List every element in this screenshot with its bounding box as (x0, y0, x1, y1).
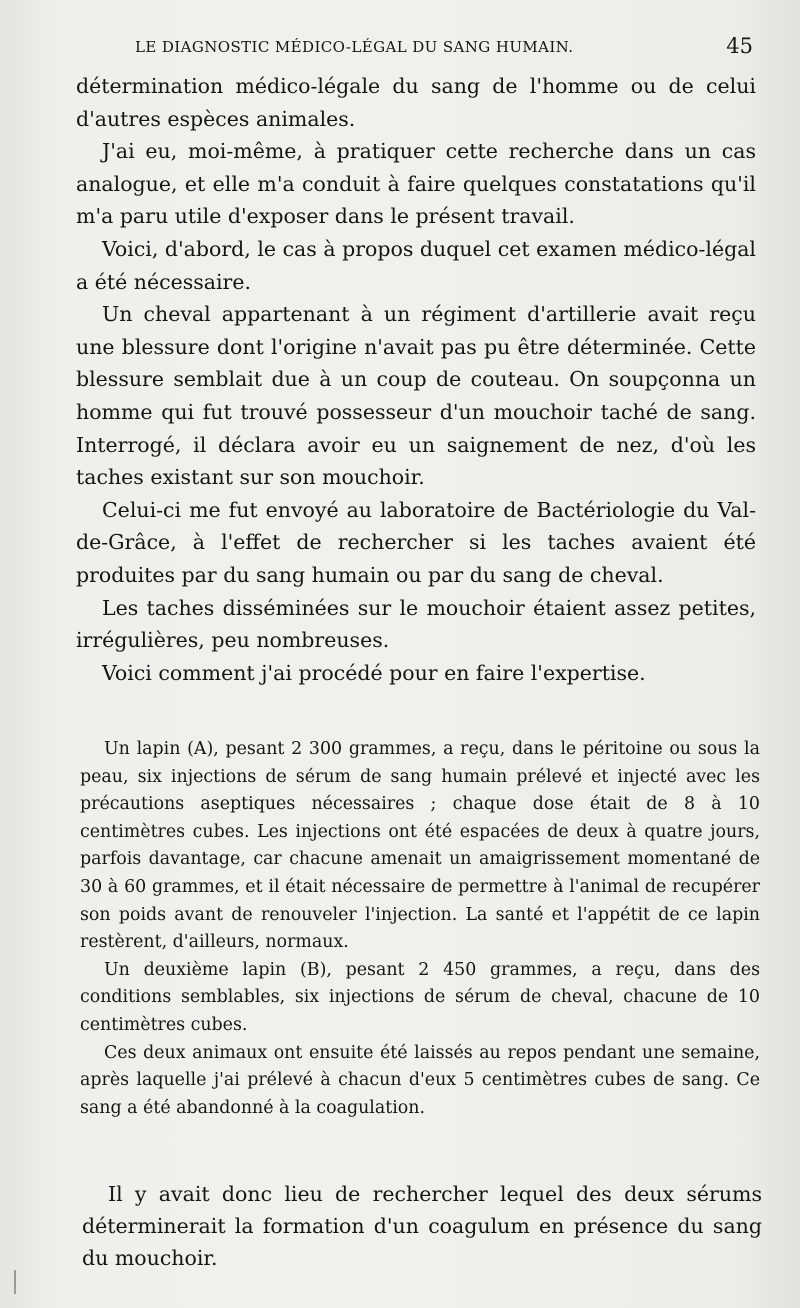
paragraph: Voici comment j'ai procédé pour en faire l'expertise. (102, 660, 646, 685)
closing-paragraph: Il y avait donc lieu de rechercher lequel des deux sérums déterminerait la formation d'un coagulum en présence du sang du mouchoir. (82, 1182, 762, 1270)
paragraph: J'ai eu, moi-même, à pratiquer cette recherche dans un cas analogue, et elle m'a conduit à faire quelques constatations qu'il m'a paru utile d'exposer dans le présent travail. (76, 139, 756, 229)
page-number: 45 (726, 34, 753, 58)
running-title: LE DIAGNOSTIC MÉDICO-LÉGAL DU SANG HUMAIN. (135, 38, 574, 56)
small-paragraph: Un deuxième lapin (B), pesant 2 450 grammes, a reçu, dans des conditions semblables, six injections de sérum de cheval, chacune de 10 centimètres cubes. (80, 959, 760, 1035)
small-print-block (80, 736, 760, 1122)
small-paragraph: Ces deux animaux ont ensuite été laissés au repos pendant une semaine, après laquelle j'ai prélevé à chacun d'eux 5 centimètres cubes de sang. Ce sang a été abandonné à la coagulation. (80, 1042, 760, 1118)
paragraph: Voici, d'abord, le cas à propos duquel cet examen médico-légal a été nécessaire. (76, 236, 756, 294)
paragraph: Celui-ci me fut envoyé au laboratoire de Bactériologie du Val-de-Grâce, à l'effet de rechercher si les taches avaient été produites par du sang humain ou par du sang de cheval. (76, 497, 756, 587)
paragraph: Les taches disséminées sur le mouchoir étaient assez petites, irrégulières, peu nombreuses. (76, 595, 756, 653)
page-header (135, 34, 755, 60)
small-paragraph: Un lapin (A), pesant 2 300 grammes, a reçu, dans le péritoine ou sous la peau, six injections de sérum de sang humain prélevé et injecté avec les précautions aseptiques nécessaires ; chaque dose était de 8 à 10 centimètres cubes. Les injections ont été espacées de deux à quatre jours, parfois davantage, car chacune amenait un amaigrissement momentané de 30 à 60 grammes, et il était nécessaire de permettre à l'animal de recupérer son poids avant de renouveler l'injection. La santé et l'appétit de ce lapin restèrent, d'ailleurs, normaux. (80, 739, 760, 953)
paragraph: Un cheval appartenant à un régiment d'artillerie avait reçu une blessure dont l'origine n'avait pas pu être déterminée. Cette blessure semblait due à un coup de couteau. On soupçonna un homme qui fut trouvé possesseur d'un mouchoir taché de sang. Interrogé, il déclara avoir eu un saignement de nez, d'où les taches existant sur son mouchoir. (76, 302, 756, 490)
main-text-block (76, 70, 756, 689)
closing-text-block (82, 1178, 762, 1274)
page-edge-mark (14, 1270, 16, 1294)
paragraph: détermination médico-légale du sang de l'homme ou de celui d'autres espèces animales. (76, 74, 756, 131)
